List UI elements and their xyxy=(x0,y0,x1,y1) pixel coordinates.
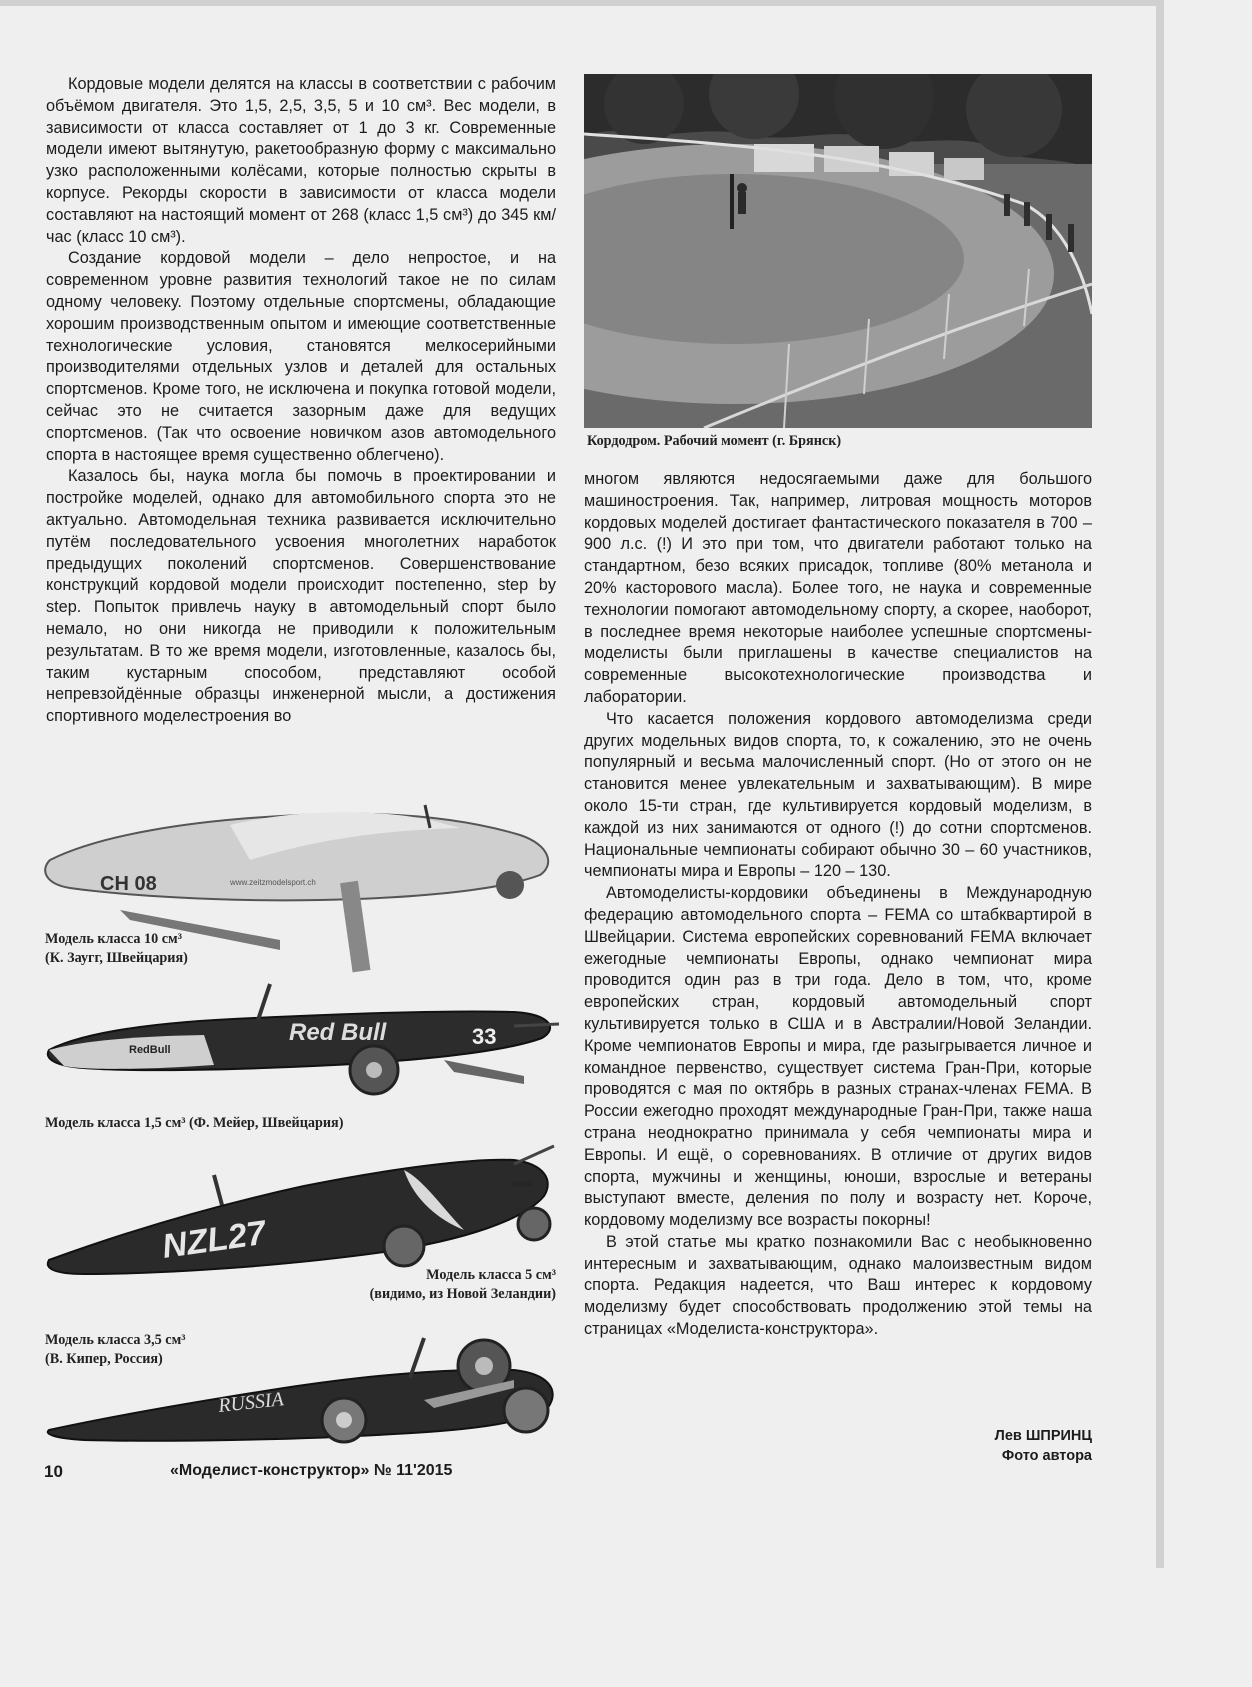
car-sponsor-text: SHACE xyxy=(512,1182,534,1188)
car-sponsor-logo: Red Bull xyxy=(289,1019,387,1046)
caption-line: (видимо, из Новой Зеландии) xyxy=(369,1286,556,1302)
scan-edge-top xyxy=(0,0,1164,6)
paragraph: Что касается положения кордового автомоделизма среди других модельных видов спорта, то, к сожалению, это не очень популярный и весьма малочисленный спорт. (Но от этого он не становится менее увлекательным и захватывающим). В мире около 15-ти стран, где культивируется кордовый моделизм, в каждой из них занимаются от одного (!) до сотни спортсменов. Национальные чемпионаты собирают обычно 30 – 60 участников, чемпионаты мира и Европы – 120 – 130. xyxy=(584,709,1092,881)
car-number: CH 08 xyxy=(100,873,157,895)
track-photo xyxy=(584,74,1092,428)
caption-line: Модель класса 1,5 см³ (Ф. Мейер, Швейцария) xyxy=(45,1115,344,1131)
car-sponsor-text: RedBull xyxy=(129,1044,171,1056)
paragraph: В этой статье мы кратко познакомили Вас с необыкновенно интересным и захватывающим, однако малоизвестным видом спорта. Редакция надеется, что Ваш интерес к кордовому моделизму будет способствовать продолжению этой темы на страницах «Моделиста-конструктора». xyxy=(584,1232,1092,1339)
caption-line: Модель класса 5 см³ xyxy=(426,1267,556,1283)
right-text-column xyxy=(584,469,1092,1341)
paragraph: Казалось бы, наука могла бы помочь в проектировании и постройке моделей, однако для автомобильного спорта это не актуально. Автомодельная техника развивается исключительно путём последовательного усвоения многолетних наработок предыдущих поколений спортсменов. Совершенствование конструкций кордовой модели происходит постепенно, step by step. Попыток привлечь науку в автомодельный спорт было немало, но они никогда не приводили к положительным результатам. В то же время модели, изготовленные, казалось бы, таким кустарным способом, представляют особой непревзойдённые образцы инженерной мысли, а достижения спортивного моделестроения во xyxy=(46,467,556,726)
car-caption-class-1-5 xyxy=(45,1114,343,1133)
left-text-column xyxy=(46,74,556,728)
page-number: 10 xyxy=(44,1462,63,1481)
car-number: 33 xyxy=(472,1024,497,1049)
car-sponsor-logo: RUSSIA xyxy=(217,1388,285,1417)
car-photo-class-3-5 xyxy=(44,1330,564,1454)
caption-line: (К. Заугг, Швейцария) xyxy=(45,950,188,966)
car-photo-class-1-5 xyxy=(44,980,564,1110)
paragraph: многом являются недосягаемыми даже для большого машиностроения. Так, например, литровая мощность моторов кордовых моделей достигает фантастического показателя в 700 – 900 л.с. (!) И это при том, что двигатели работают только на стандартном, безо всяких присадок, топливе (80% метанола и 20% касторового масла). Более того, не наука и современные технологии помогают автомодельному спорту, а скорее, наоборот, в последнее время некоторые наиболее успешные спортсмены-моделисты были приглашены в качестве специалистов на современные высокотехнологические производства и лаборатории. xyxy=(584,470,1092,706)
caption-line: Модель класса 3,5 см³ xyxy=(45,1332,186,1348)
car-caption-class-5 xyxy=(334,1266,556,1304)
paragraph: Автомоделисты-кордовики объединены в Международную федерацию автомодельного спорта – FEMA со штабквартирой в Швейцарии. Система европейских соревнований FEMA включает ежегодные чемпионаты Европы, однако чемпионат мира проводится один раз в три года. Дело в том, что, кроме европейских стран, кордовый автомодельный спорт культивируется только в США и в Австралии/Новой Зеландии. Кроме чемпионатов Европы и мира, где разыгрывается личное и командное первенство, существует система Гран-При, которые проводятся с мая по октябрь в разных странах-членах FEMA. В России ежегодно проходят международные Гран-При, также наша страна неоднократно принимала у себя чемпионаты мира и Европы. И ещё, о соревнованиях. В отличие от других видов спорта, мужчины и женщины, юноши, взрослые и ветераны выступают вместе, деления по полу и возрасту нет. Короче, кордовому моделизму все возрасты покорны! xyxy=(584,884,1092,1230)
caption-line: Модель класса 10 см³ xyxy=(45,931,182,947)
photo-credit: Фото автора xyxy=(1001,1448,1092,1464)
track-photo-image xyxy=(584,74,1092,428)
magazine-title: «Моделист-конструктор» № 11'2015 xyxy=(170,1462,453,1479)
car-sponsor-text: www.zeitzmodelsport.ch xyxy=(230,878,316,887)
caption-line: (В. Кипер, Россия) xyxy=(45,1351,163,1367)
scan-edge-right xyxy=(1156,0,1164,1568)
car-caption-class-10 xyxy=(45,930,188,968)
photo-caption: Кордодром. Рабочий момент (г. Брянск) xyxy=(587,433,842,449)
paragraph: Кордовые модели делятся на классы в соответствии с рабочим объёмом двигателя. Это 1,5, 2,5, 3,5, 5 и 10 см³. Вес модели, в зависимости от класса составляет от 1 до 3 кг. Современные модели имеют вытянутую, ракетообразную форму с максимально узко расположенными колёсами, которые полностью скрыты в корпусе. Рекорды скорости в зависимости от класса модели составляют на настоящий момент от 268 (класс 1,5 см³) до 345 км/час (класс 10 см³). xyxy=(46,75,556,246)
car-number: NZL27 xyxy=(159,1213,269,1266)
author-name: Лев ШПРИНЦ xyxy=(994,1428,1092,1444)
paragraph: Создание кордовой модели – дело непростое, и на современном уровне развития технологий такое не по силам одному человеку. Поэтому отдельные спортсмены, обладающие хорошим производственным опытом и имеющие соответственные технологические условия, становятся мелкосерийными производителями отдельных узлов и деталей для остальных спортсменов. Кроме того, не исключена и покупка готовой модели, сейчас это не считается зазорным даже для ведущих спортсменов. (Так что освоение новичком азов автомодельного спорта в настоящее время существенно облегчено). xyxy=(46,249,556,464)
article-signature xyxy=(995,1426,1092,1466)
